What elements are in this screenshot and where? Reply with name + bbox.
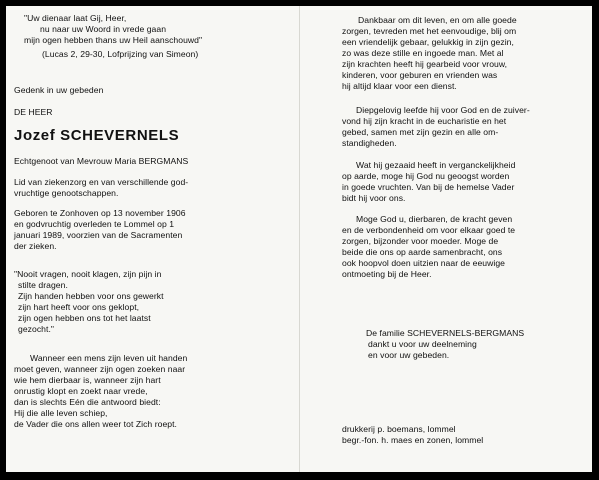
- paragraph-line: beide die ons op aarde samenbracht, ons: [342, 247, 503, 257]
- deceased-name: Jozef SCHEVERNELS: [14, 127, 180, 144]
- paragraph-line: en de verbondenheid om voor elkaar goed te: [342, 225, 516, 235]
- poem-line: zijn hart heeft voor ons geklopt,: [18, 302, 140, 312]
- card-fold-line: [299, 6, 300, 472]
- paragraph-line: vond hij zijn kracht in de eucharistie en het: [342, 116, 507, 126]
- closing-line: Wanneer een mens zijn leven uit handen: [30, 353, 188, 363]
- de-heer-label: DE HEER: [14, 107, 53, 117]
- verse-line: nu naar uw Woord in vrede gaan: [40, 24, 167, 34]
- closing-line: de Vader die ons allen weer tot Zich roept.: [14, 419, 177, 429]
- paragraph-line: hij altijd klaar voor een dienst.: [342, 81, 457, 91]
- paragraph-line: ook hoopvol doen uitzien naar de eeuwige: [342, 258, 506, 268]
- birth-line: en godvruchtig overleden te Lommel op 1: [14, 219, 175, 229]
- paragraph-line: op aarde, moge hij God nu geoogst worden: [342, 171, 510, 181]
- family-line: en voor uw gebeden.: [368, 350, 450, 360]
- gedenk-label: Gedenk in uw gebeden: [14, 85, 104, 95]
- paragraph-line: in goede vruchten. Van bij de hemelse Vader: [342, 182, 515, 192]
- birth-line: Geboren te Zonhoven op 13 november 1906: [14, 208, 186, 218]
- poem-line: gezocht.": [18, 324, 54, 334]
- paragraph-line: Wat hij gezaaid heeft in verganckelijkheid: [356, 160, 516, 170]
- paragraph-line: gebed, samen met zijn gezin en alle om-: [342, 127, 499, 137]
- verse-citation: (Lucas 2, 29-30, Lofprijzing van Simeon): [42, 49, 199, 59]
- paragraph-line: standigheden.: [342, 138, 397, 148]
- printer-line: drukkerij p. boemans, lommel: [342, 424, 456, 434]
- printer-line: begr.-fon. h. maes en zonen, lommel: [342, 435, 484, 445]
- member-line: vruchtige genootschappen.: [14, 188, 119, 198]
- paragraph-line: kinderen, voor geburen en vrienden was: [342, 70, 498, 80]
- verse-line: mijn ogen hebben thans uw Heil aanschouwd": [24, 35, 203, 45]
- birth-line: januari 1989, voorzien van de Sacramenten: [14, 230, 183, 240]
- poem-line: "Nooit vragen, nooit klagen, zijn pijn in: [14, 269, 162, 279]
- family-line: dankt u voor uw deelneming: [368, 339, 477, 349]
- spouse-line: Echtgenoot van Mevrouw Maria BERGMANS: [14, 156, 189, 166]
- birth-line: der zieken.: [14, 241, 57, 251]
- paragraph-line: zijn krachten heeft hij gearbeid voor vrouw,: [342, 59, 508, 69]
- paragraph-line: zorgen, bijzonder voor moeder. Moge de: [342, 236, 499, 246]
- paragraph-line: ontmoeting bij de Heer.: [342, 269, 432, 279]
- verse-line: "Uw dienaar laat Gij, Heer,: [24, 13, 127, 23]
- paragraph-line: zorgen, tevreden met het eenvoudige, blij om: [342, 26, 517, 36]
- closing-line: moet geven, wanneer zijn ogen zoeken naar: [14, 364, 186, 374]
- paragraph-line: Diepgelovig leefde hij voor God en de zuiver-: [356, 105, 530, 115]
- closing-line: Hij die alle leven schiep,: [14, 408, 108, 418]
- paragraph-line: bidt hij voor ons.: [342, 193, 406, 203]
- paragraph-line: een vriendelijk gebaar, gelukkig in zijn gezin,: [342, 37, 514, 47]
- paragraph-line: Moge God u, dierbaren, de kracht geven: [356, 214, 513, 224]
- poem-line: zijn ogen hebben ons tot het laatst: [18, 313, 151, 323]
- poem-line: Zijn handen hebben voor ons gewerkt: [18, 291, 164, 301]
- poem-line: stilte dragen.: [18, 280, 68, 290]
- member-line: Lid van ziekenzorg en van verschillende god-: [14, 177, 189, 187]
- family-line: De familie SCHEVERNELS-BERGMANS: [366, 328, 525, 338]
- paragraph-line: Dankbaar om dit leven, en om alle goede: [358, 15, 517, 25]
- closing-line: wie hem dierbaar is, wanneer zijn hart: [14, 375, 161, 385]
- closing-line: dan is slechts Eén die antwoord biedt:: [14, 397, 161, 407]
- paragraph-line: zo was deze stille en ingoede man. Met al: [342, 48, 504, 58]
- closing-line: onrustig klopt en zoekt naar vrede,: [14, 386, 148, 396]
- memorial-card: [6, 6, 592, 472]
